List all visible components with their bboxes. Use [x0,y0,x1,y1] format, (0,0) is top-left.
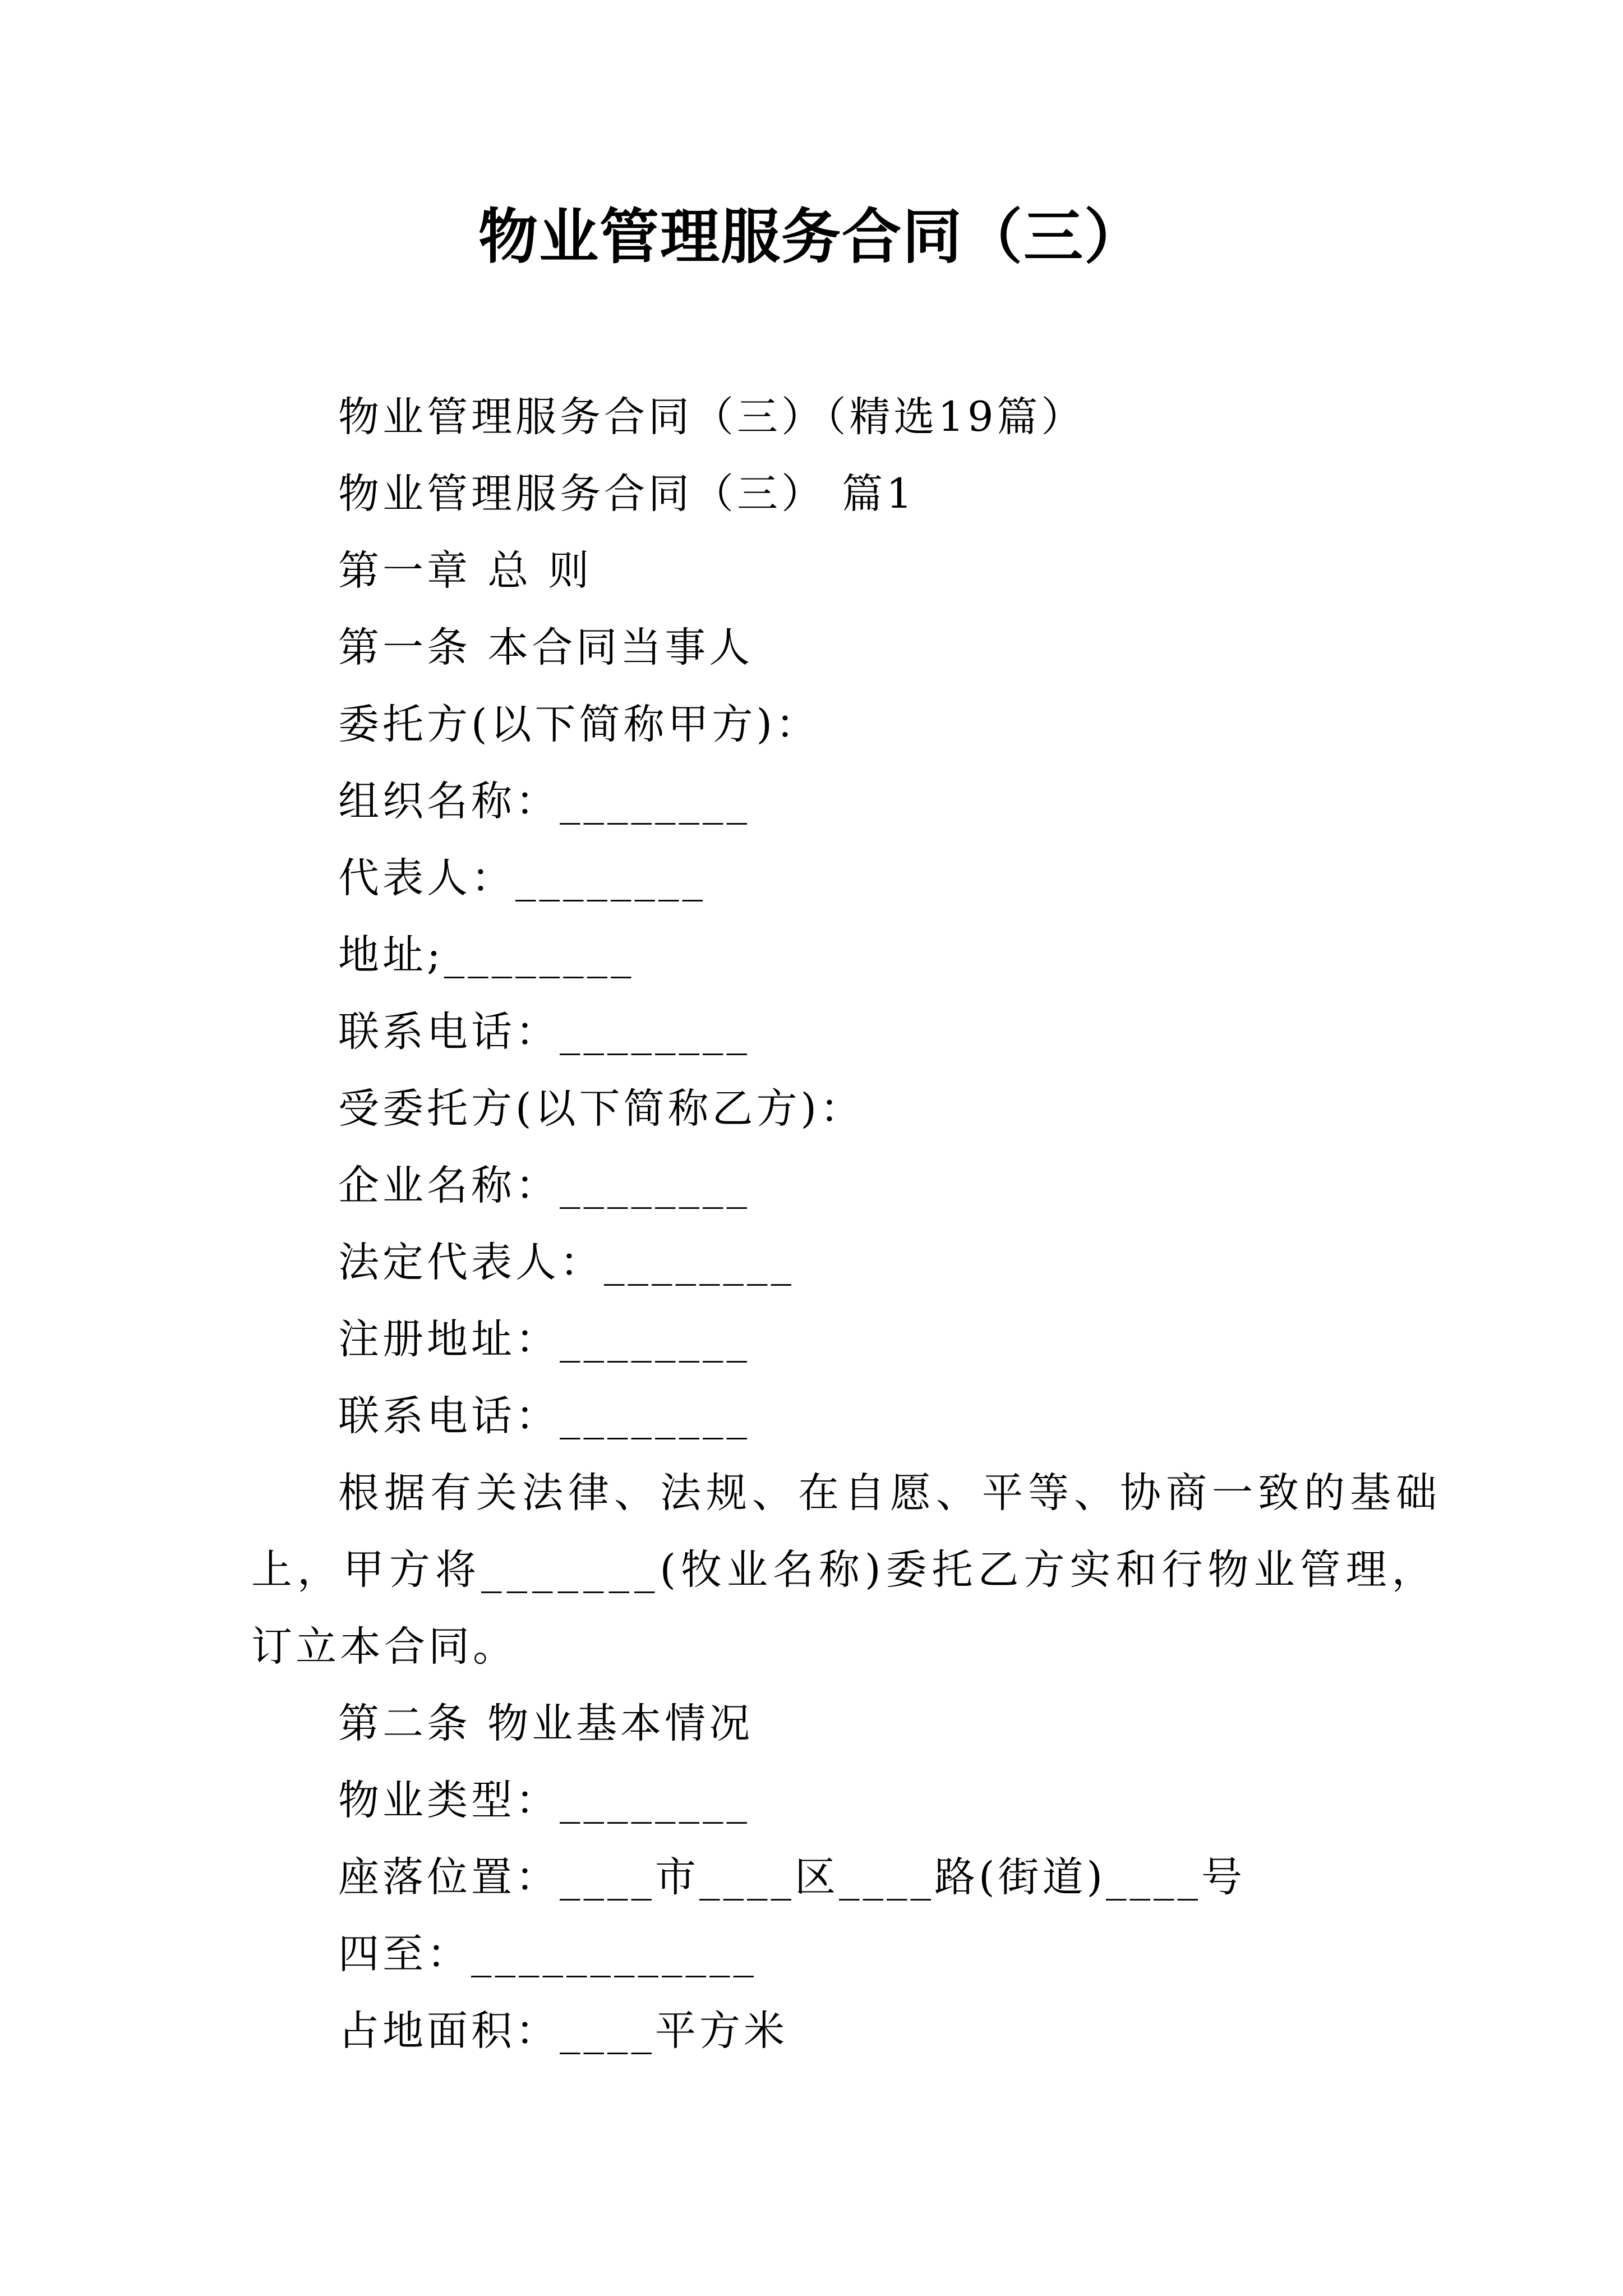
document-body [251,379,1442,2069]
text-line-phone-b: 联系电话：________ [338,1392,750,1440]
text-line-org-name: 组织名称：________ [338,777,750,825]
text-line-land-area: 占地面积：____平方米 [338,2007,788,2055]
text-line-paragraph-2: 上，甲方将_______(牧业名称)委托乙方实和行物业管理， [251,1546,1438,1594]
text-line-article-2-heading: 第二条 物业基本情况 [338,1700,754,1747]
text-line-article-heading: 第一条 本合同当事人 [338,624,754,671]
document-title: 物业管理服务合同（三） [478,201,1145,272]
text-line-phone-a: 联系电话：________ [338,1008,750,1056]
text-line-section-heading: 物业管理服务合同（三） 篇1 [338,470,916,518]
text-line-legal-rep: 法定代表人：________ [338,1239,795,1286]
text-line-representative: 代表人：________ [338,854,706,902]
text-line-company-name: 企业名称：________ [338,1162,750,1209]
text-line-paragraph-3: 订立本合同。 [251,1623,517,1671]
text-line-property-type: 物业类型：________ [338,1777,750,1824]
text-line-subtitle: 物业管理服务合同（三）（精选19篇） [338,393,1086,441]
text-line-paragraph-1: 根据有关法律、法规、在自愿、平等、协商一致的基础 [338,1469,1442,1517]
text-line-chapter-heading: 第一章 总 则 [338,547,593,595]
text-line-party-b: 受委托方(以下简称乙方)： [338,1085,864,1133]
text-line-registered-address: 注册地址：________ [338,1315,750,1363]
text-line-address: 地址;________ [338,931,635,979]
text-line-party-a: 委托方(以下简称甲方)： [338,701,820,748]
text-line-location: 座落位置：____市____区____路(街道)____号 [338,1853,1246,1901]
text-line-boundaries: 四至：____________ [338,1930,757,1978]
